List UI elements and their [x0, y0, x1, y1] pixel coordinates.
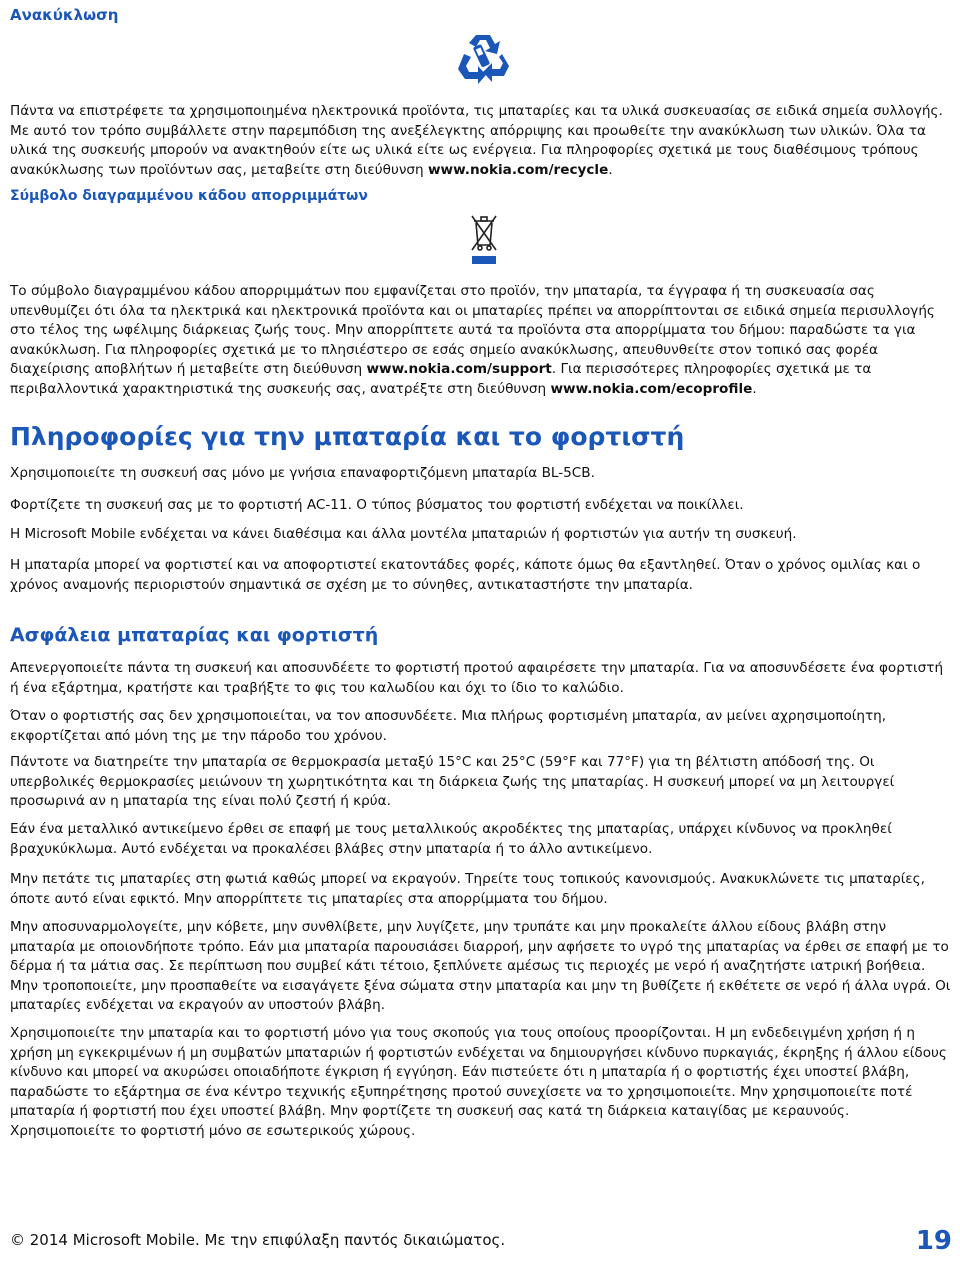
- bin-symbol-heading: Σύμβολο διαγραμμένου κάδου απορριμμάτων: [10, 188, 368, 204]
- recycle-phone-icon: [454, 32, 512, 86]
- recycling-paragraph: Πάντα να επιστρέφετε τα χρησιμοποιημένα ηλεκτρονικά προϊόντα, τις μπαταρίες και τα υλικά συσκευασίας σε ειδικά σημεία συλλογής. Με αυτό τον τρόπο συμβάλλετε στην παρεμπόδιση της ανεξέλεγκτης απόρριψης και προωθείτε την ανακύκλωση των υλικών. Όλα τα υλικά της συσκευής μπορούν να ανακτηθούν είτε ως υλικά είτε ως ενέργεια. Για πληροφορίες σχετικά με τους διαθέσιμους τρόπους ανακύκλωσης των προϊόντων σας, μεταβείτε στη διεύθυνση www.nokia.com/recycle.: [10, 103, 943, 178]
- battery-safety-heading: Ασφάλεια μπαταρίας και φορτιστή: [10, 624, 379, 646]
- safety-paragraph: Απενεργοποιείτε πάντα τη συσκευή και αποσυνδέετε το φορτιστή προτού αφαιρέσετε την μπαταρία. Για να αποσυνδέσετε ένα φορτιστή ή ένα εξάρτημα, κρατήστε και τραβήξτε το φις του καλωδίου και όχι το ίδιο το καλώδιο.: [10, 660, 944, 696]
- crossed-out-bin-icon: [470, 212, 498, 266]
- safety-paragraph: Χρησιμοποιείτε την μπαταρία και το φορτιστή μόνο για τους σκοπούς για τους οποίους προορίζονται. Η μη ενδεδειγμένη χρήση ή η χρήση μη εγκεκριμένων ή μη συμβατών μπαταριών ή φορτιστών ενδέχεται να δημιουργήσει κίνδυνο πυρκαγιάς, έκρηξης ή άλλου είδους κίνδυνο και μπορεί να ακυρώσει οποιαδήποτε έγκριση ή εγγύηση. Εάν πιστεύετε ότι η μπαταρία ή ο φορτιστής έχει υποστεί βλάβη, παραδώστε το εξάρτημα σε ένα κέντρο τεχνικής εξυπηρέτησης προτού συνεχίσετε να το χρησιμοποιείτε. Μην χρησιμοποιείτε ποτέ μπαταρία ή φορτιστή που έχει υποστεί βλάβη. Μην φορτίζετε τη συσκευή σας κατά τη διάρκεια καταιγίδας με κεραυνούς. Χρησιμοποιείτε το φορτιστή μόνο σε εσωτερικούς χώρους.: [10, 1025, 947, 1139]
- battery-info-paragraph: Χρησιμοποιείτε τη συσκευή σας μόνο με γνήσια επαναφορτιζόμενη μπαταρία BL-5CB.: [10, 465, 595, 481]
- recycling-heading: Ανακύκλωση: [10, 6, 119, 24]
- safety-paragraph: Μην αποσυναρμολογείτε, μην κόβετε, μην συνθλίβετε, μην λυγίζετε, μην τρυπάτε και μην προκαλείτε άλλου είδους βλάβη στην μπαταρία με οποιονδήποτε τρόπο. Εάν μια μπαταρία παρουσιάσει διαρροή, μην αφήσετε το υγρό της μπαταρίας να έρθει σε επαφή με το δέρμα ή τα μάτια σας. Σε περίπτωση που συμβεί κάτι τέτοιο, ξεπλύνετε αμέσως τις περιοχές με νερό ή αναζητήστε ιατρική βοήθεια. Μην τροποποιείτε, μην προσπαθείτε να εισαγάγετε ξένα σώματα στην μπαταρία και μην τη βυθίζετε ή εκθέτετε σε νερό ή άλλα υγρά. Οι μπαταρίες ενδέχεται να εκραγούν αν υποστούν βλάβη.: [10, 919, 951, 1013]
- recycle-link[interactable]: www.nokia.com/recycle: [427, 161, 609, 178]
- copyright-notice: © 2014 Microsoft Mobile. Με την επιφύλαξη παντός δικαιώματος.: [10, 1231, 506, 1249]
- bin-symbol-paragraph: Το σύμβολο διαγραμμένου κάδου απορριμμάτων που εμφανίζεται στο προϊόν, την μπαταρία, τα έγγραφα ή τη συσκευασία σας υπενθυμίζει ότι όλα τα ηλεκτρικά και ηλεκτρονικά προϊόντα και οι μπαταρίες πρέπει να απορρίπτονται σε ειδικά σημεία περισυλλογής στο τέλος της ωφέλιμης διάρκειας ζωής τους. Μην απορρίπτετε αυτά τα προϊόντα στα απορρίμματα του δήμου: παραδώστε τα για ανακύκλωση. Για πληροφορίες σχετικά με το πλησιέστερο σε εσάς σημείο ανακύκλωσης, απευθυνθείτε στον τοπικό σας φορέα διαχείρισης αποβλήτων ή μεταβείτε στη διεύθυνση www.nokia.com/support. Για περισσότερες πληροφορίες σχετικά με τα περιβαλλοντικά χαρακτηριστικά της συσκευής σας, ανατρέξτε στη διεύθυνση www.nokia.com/ecoprofile.: [10, 283, 935, 397]
- battery-info-paragraph: Η Microsoft Mobile ενδέχεται να κάνει διαθέσιμα και άλλα μοντέλα μπαταριών ή φορτιστών για αυτήν τη συσκευή.: [10, 526, 797, 542]
- safety-paragraph: Όταν ο φορτιστής σας δεν χρησιμοποιείται, να τον αποσυνδέετε. Μια πλήρως φορτισμένη μπαταρία, αν μείνει αχρησιμοποίητη, εκφορτίζεται από μόνη της με την πάροδο του χρόνου.: [10, 708, 887, 744]
- safety-paragraph: Πάντοτε να διατηρείτε την μπαταρία σε θερμοκρασία μεταξύ 15°C και 25°C (59°F και 77°F) για τη βέλτιστη απόδοσή της. Οι υπερβολικές θερμοκρασίες μειώνουν τη χωρητικότητα και τη διάρκεια ζωής της μπαταρίας. Η συσκευή μπορεί να μη λειτουργεί προσωρινά αν η μπαταρία της είναι πολύ ζεστή ή κρύα.: [10, 754, 895, 809]
- ecoprofile-link[interactable]: www.nokia.com/ecoprofile: [550, 380, 753, 397]
- battery-info-paragraph: Η μπαταρία μπορεί να φορτιστεί και να αποφορτιστεί εκατοντάδες φορές, κάποτε όμως θα εξαντληθεί. Όταν ο χρόνος ομιλίας και ο χρόνος αναμονής περιοριστούν σημαντικά σε σχέση με το σύνηθες, αντικαταστήστε την μπαταρία.: [10, 557, 921, 593]
- battery-info-paragraph: Φορτίζετε τη συσκευή σας με το φορτιστή AC-11. Ο τύπος βύσματος του φορτιστή ενδέχεται να ποικίλλει.: [10, 497, 744, 513]
- safety-paragraph: Εάν ένα μεταλλικό αντικείμενο έρθει σε επαφή με τους μεταλλικούς ακροδέκτες της μπαταρίας, υπάρχει κίνδυνος να προκληθεί βραχυκύκλωμα. Αυτό ενδέχεται να προκαλέσει βλάβες στην μπαταρία ή το άλλο αντικείμενο.: [10, 821, 892, 857]
- support-link[interactable]: www.nokia.com/support: [366, 361, 552, 377]
- safety-paragraph: Μην πετάτε τις μπαταρίες στη φωτιά καθώς μπορεί να εκραγούν. Τηρείτε τους τοπικούς κανονισμούς. Ανακυκλώνετε τις μπαταρίες, όποτε αυτό είναι εφικτό. Μην απορρίπτετε τις μπαταρίες στα απορρίμματα του δήμου.: [10, 871, 925, 907]
- battery-info-heading: Πληροφορίες για την μπαταρία και το φορτιστή: [10, 422, 685, 451]
- page-number: 19: [915, 1226, 952, 1256]
